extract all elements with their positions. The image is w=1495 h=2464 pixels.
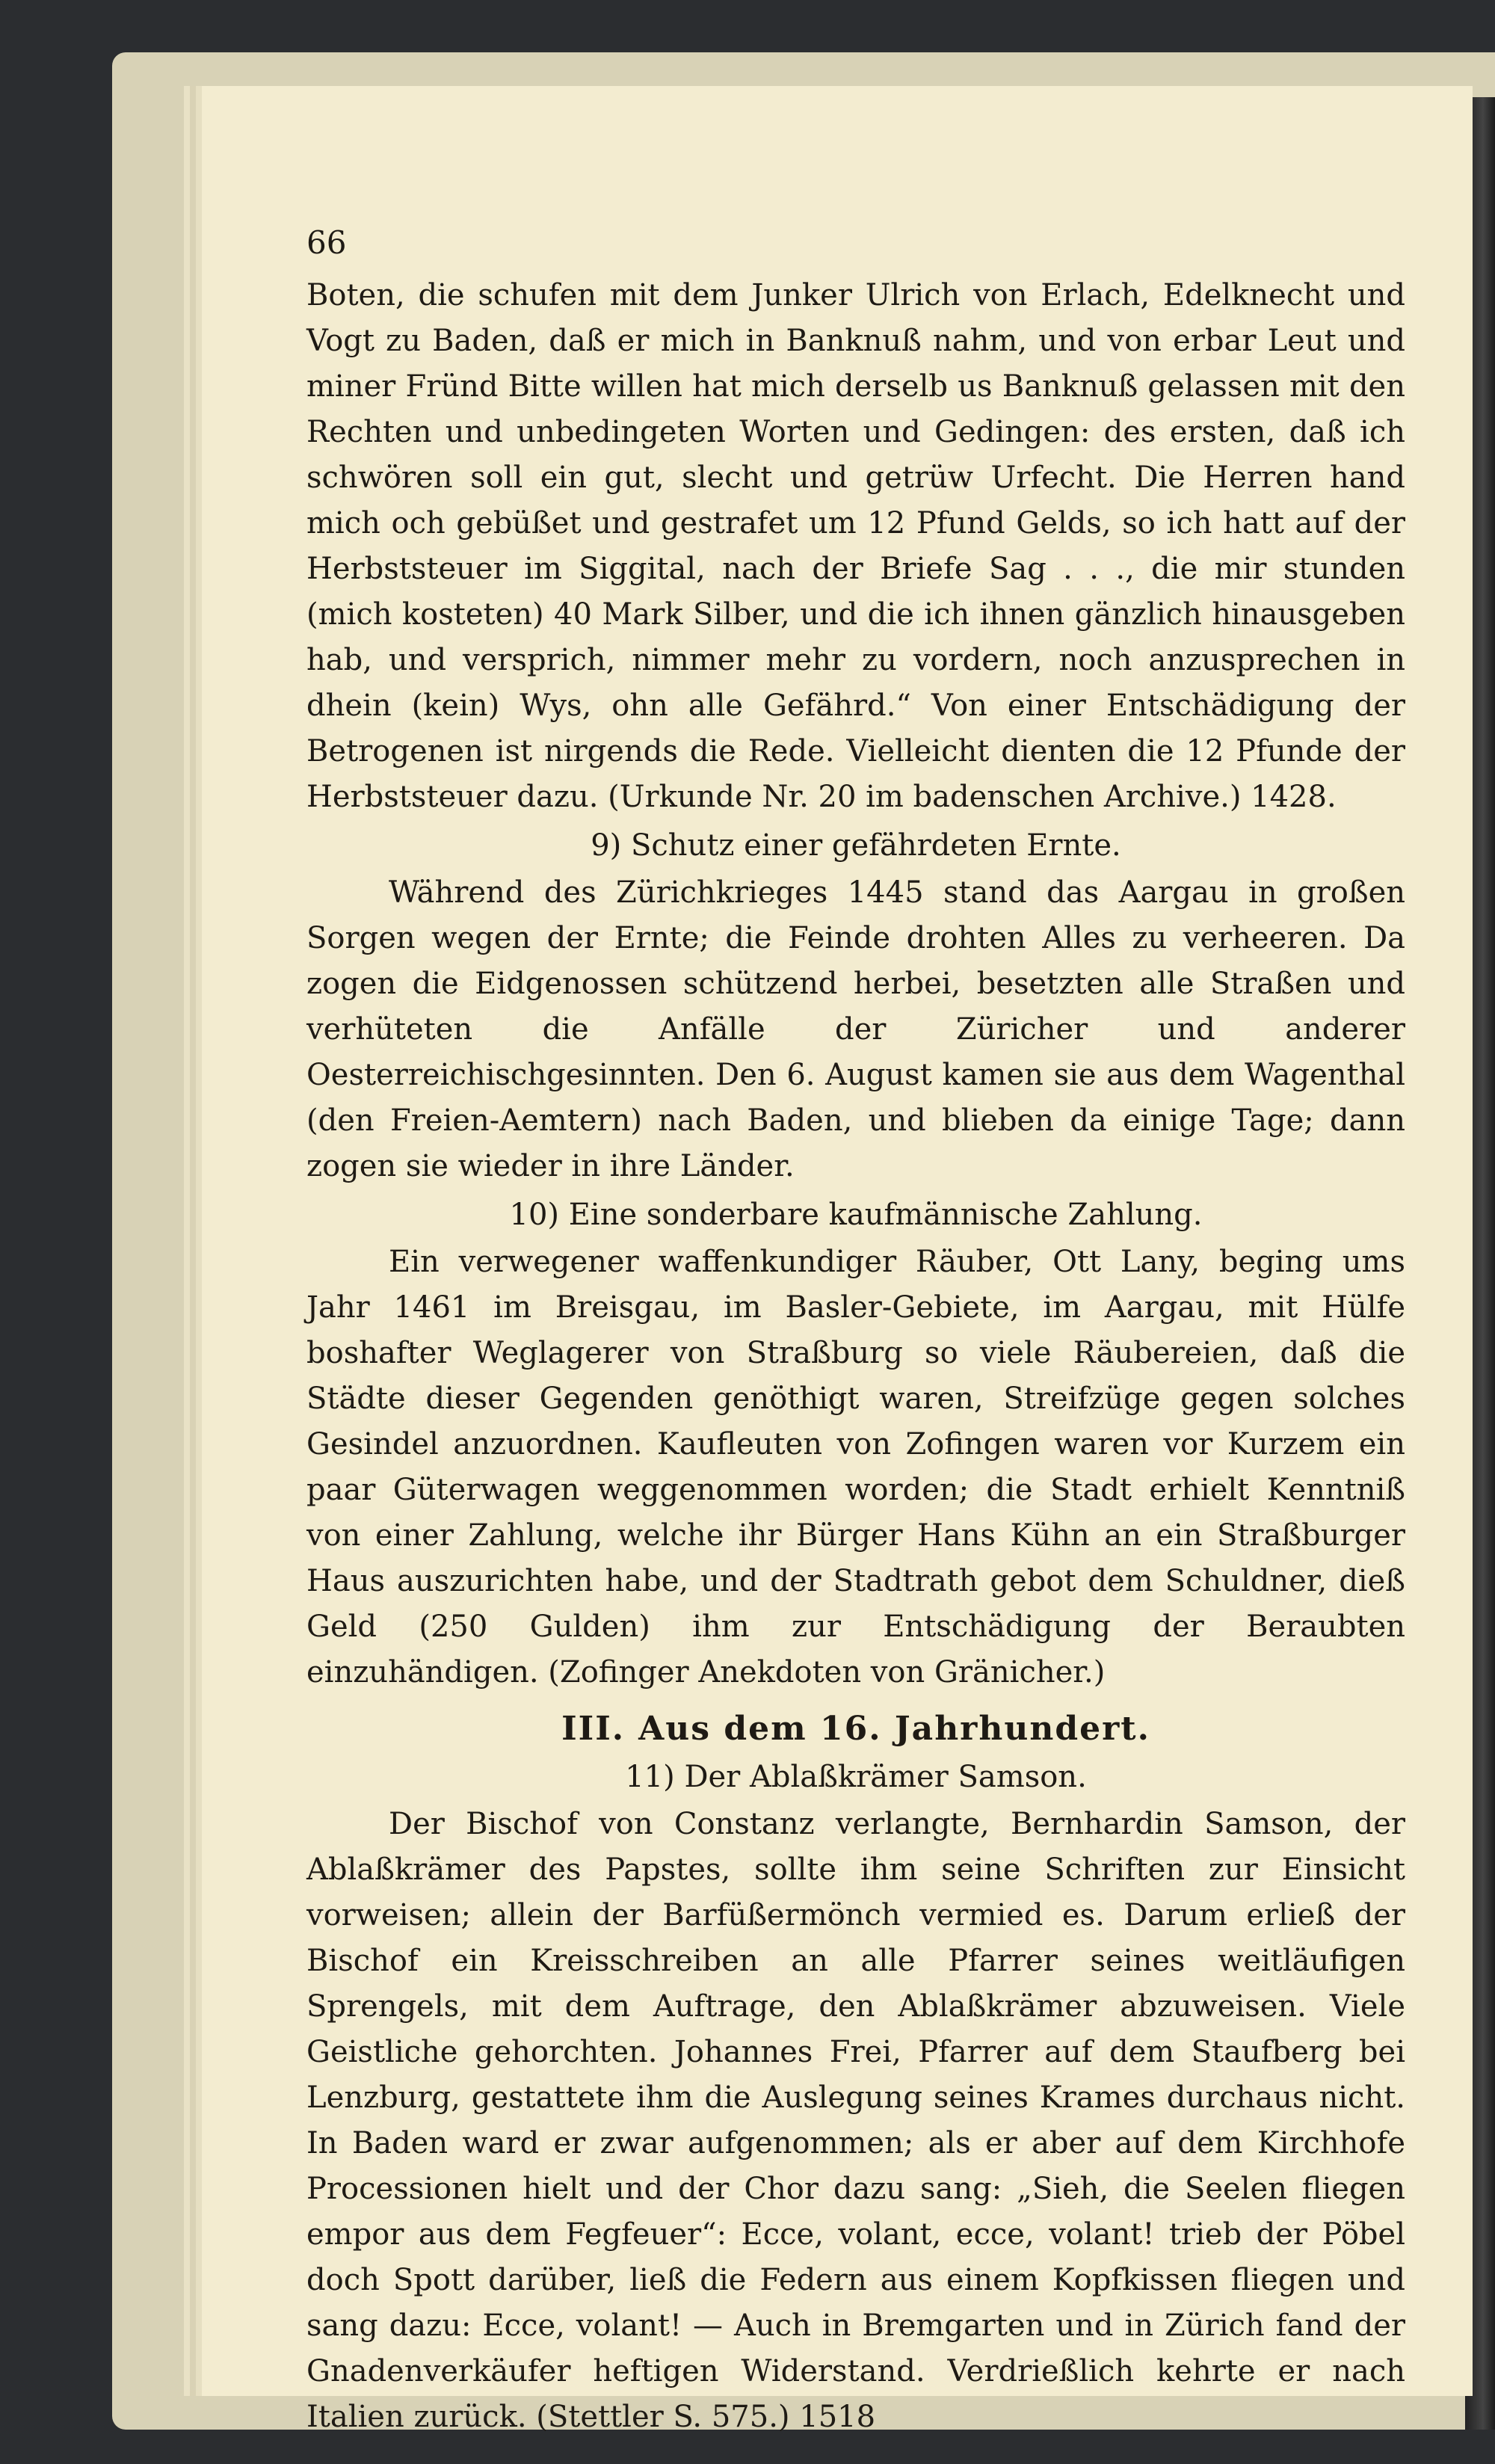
paragraph: Ein verwegener waffenkundiger Räuber, Ott Lany, beging ums Jahr 1461 im Breisgau, im Basler-Gebiete, im Aargau, mit Hülfe boshafter Weglagerer von Straßburg so viele Räubereien, daß die Städte dieser Gegenden genöthigt waren, Streifzüge gegen solches Gesindel anzuordnen. Kaufleuten von Zofingen waren vor Kurzem ein paar Güterwagen weggenommen worden; die Stadt erhielt Kenntniß von einer Zahlung, welche ihr Bürger Hans Kühn an ein Straßburger Haus auszurichten habe, und der Stadtrath gebot dem Schuldner, dieß Geld (250 Gulden) ihm zur Entschädigung der Beraubten einzuhändigen. (Zofinger Anekdoten von Gränicher.) xyxy=(306,1245,1405,1690)
page-content xyxy=(306,273,1405,2440)
section-heading: 10) Eine sonderbare kaufmännische Zahlung. xyxy=(509,1198,1203,1232)
chapter-number: III. xyxy=(561,1710,626,1748)
chapter-title: Aus dem 16. Jahrhundert. xyxy=(638,1710,1150,1748)
chapter-heading xyxy=(306,1706,1405,1752)
paragraph: Boten, die schufen mit dem Junker Ulrich von Erlach, Edelknecht und Vogt zu Baden, daß er mich in Banknuß nahm, und von erbar Leut und miner Fründ Bitte willen hat mich derselb us Banknuß gelassen mit den Rechten und unbedingeten Worten und Gedingen: des ersten, daß ich schwören soll ein gut, slecht und getrüw Urfecht. Die Herren hand mich och gebüßet und gestrafet um 12 Pfund Gelds, so ich hatt auf der Herbststeuer im Siggital, nach der Briefe Sag . . ., die mir stunden (mich kosteten) 40 Mark Silber, und die ich ihnen gänzlich hinausgeben hab, und versprich, nimmer mehr zu vordern, noch anzusprechen in dhein (kein) Wys, ohn alle Gefährd.“ Von einer Entschädigung der Betrogenen ist nirgends die Rede. Vielleicht dienten die 12 Pfunde der Herbststeuer dazu. (Urkunde Nr. 20 im badenschen Archive.) 1428. xyxy=(306,278,1405,814)
paragraph: Während des Zürichkrieges 1445 stand das Aargau in großen Sorgen wegen der Ernte; die Feinde drohten Alles zu verheeren. Da zogen die Eidgenossen schützend herbei, besetzten alle Straßen und verhüteten die Anfälle der Züricher und anderer Oesterreichischgesinnten. Den 6. August kamen sie aus dem Wagenthal (den Freien-Aemtern) nach Baden, und blieben da einige Tage; dann zogen sie wieder in ihre Länder. xyxy=(306,875,1405,1183)
book-page xyxy=(202,86,1473,2434)
section-heading: 11) Der Ablaßkrämer Samson. xyxy=(625,1760,1087,1794)
page-number: 66 xyxy=(306,224,347,261)
section-heading: 9) Schutz einer gefährdeten Ernte. xyxy=(591,828,1121,863)
paragraph: Der Bischof von Constanz verlangte, Bernhardin Samson, der Ablaßkrämer des Papstes, sollte ihm seine Schriften zur Einsicht vorweisen; allein der Barfüßermönch vermied es. Darum erließ der Bischof ein Kreisschreiben an alle Pfarrer seines weitläufigen Sprengels, mit dem Auftrage, den Ablaßkrämer abzuweisen. Viele Geistliche gehorchten. Johannes Frei, Pfarrer auf dem Staufberg bei Lenzburg, gestattete ihm die Auslegung seines Krames durchaus nicht. In Baden ward er zwar aufgenommen; als er aber auf dem Kirchhofe Processionen hielt und der Chor dazu sang: „Sieh, die Seelen fliegen empor aus dem Fegfeuer“: Ecce, volant, ecce, volant! trieb der Pöbel doch Spott darüber, ließ die Federn aus einem Kopfkissen fliegen und sang dazu: Ecce, volant! — Auch in Bremgarten und in Zürich fand der Gnadenverkäufer heftigen Widerstand. Verdrießlich kehrte er nach Italien zurück. (Stettler S. 575.) 1518 xyxy=(306,1807,1405,2434)
